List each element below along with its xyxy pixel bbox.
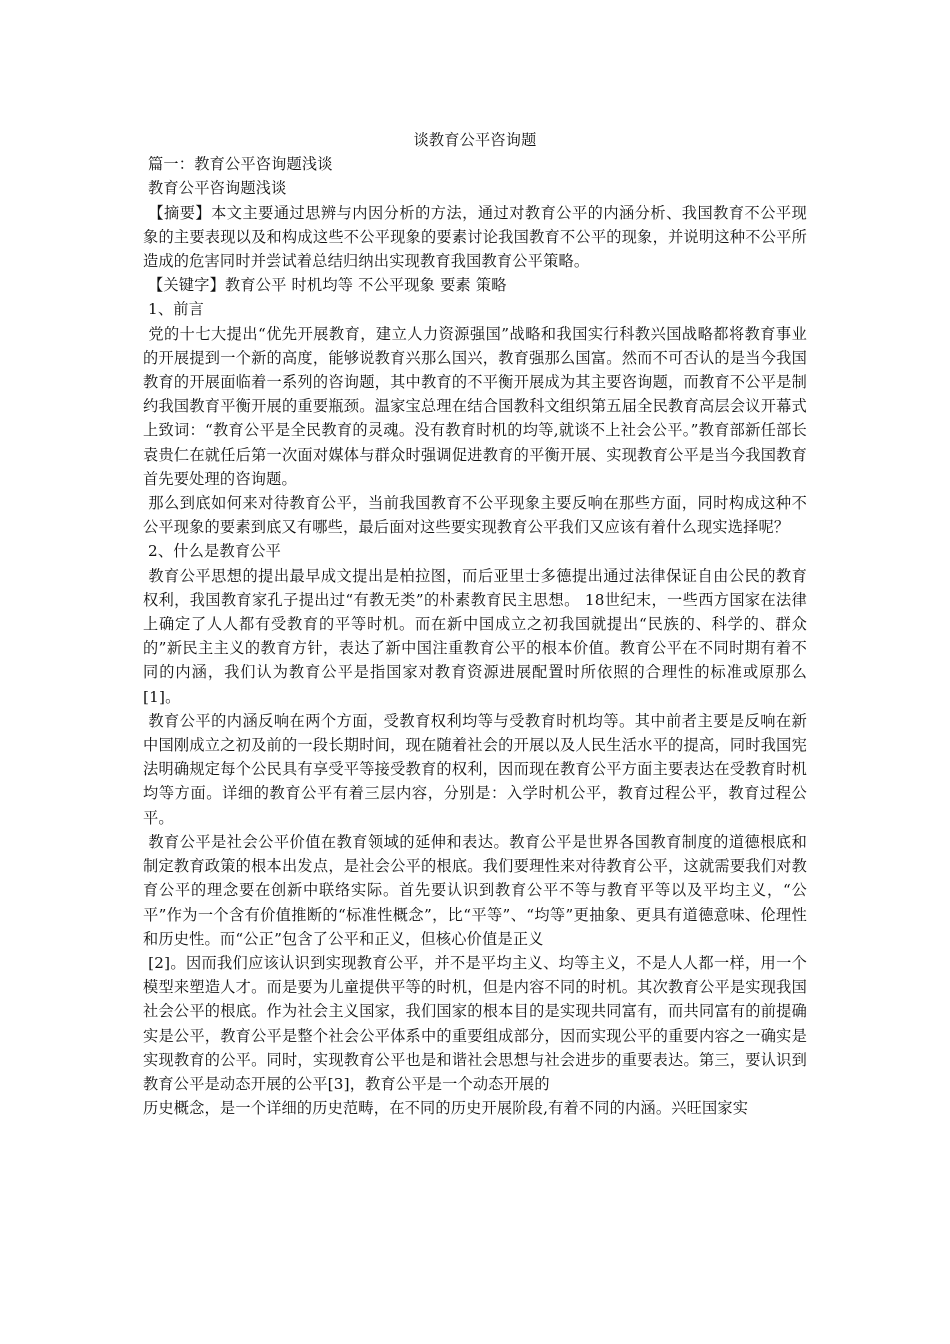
paragraph-2	[143, 491, 807, 539]
paragraph-4	[143, 709, 807, 830]
keywords-line	[143, 273, 807, 297]
heading-what-is-equity	[143, 539, 807, 563]
heading-preface	[143, 297, 807, 321]
document-title: 谈教育公平咨询题	[413, 131, 537, 149]
abstract-paragraph	[143, 201, 807, 274]
article-title-text: 教育公平咨询题浅谈	[148, 179, 287, 198]
document-page	[143, 128, 807, 1120]
abstract-text: 【摘要】本文主要通过思辨与内因分析的方法，通过对教育公平的内涵分析、我国教育不公平现象的主要表现以及和构成这些不公平现象的要素讨论我国教育不公平的现象，并说明这种不公平所造成的危害同时并尝试着总结归纳出实现教育我国教育公平策略。	[143, 203, 808, 271]
paragraph-3-text: 教育公平思想的提出最早成文提出是柏拉图，而后亚里士多德提出通过法律保证自由公民的教育权利，我国教育家孔子提出过“有教无类”的朴素教育民主思想。 18世纪末，一些西方国家在法律上确定了人人都有受教育的平等时机。而在新中国成立之初我国就提出“民族的、科学的、群众的”新民主主义的教育方针，表达了新中国注重教育公平的根本价值。教育公平在不同时期有着不同的内涵，我们认为教育公平是指国家对教育资源进展配置时所依照的合理性的标准或原那么[1]。	[143, 566, 808, 706]
paragraph-1-text: 党的十七大提出“优先开展教育，建立人力资源强国”战略和我国实行科教兴国战略都将教育事业的开展提到一个新的高度，能够说教育兴那么国兴，教育强那么国富。然而不可否认的是当今我国教育的开展面临着一系列的咨询题，其中教育的不平衡开展成为其主要咨询题，而教育不公平是制约我国教育平衡开展的重要瓶颈。温家宝总理在结合国教科文组织第五届全民教育高层会议开幕式上致词：“教育公平是全民教育的灵魂。没有教育时机的均等,就谈不上社会公平。”教育部新任部长袁贵仁在就任后第一次面对媒体与群众时强调促进教育的平衡开展、实现教育公平是当今我国教育首先要处理的咨询题。	[143, 324, 807, 488]
paragraph-3	[143, 564, 807, 709]
keywords-text: 【关键字】教育公平 时机均等 不公平现象 要素 策略	[148, 276, 507, 295]
paragraph-5	[143, 830, 807, 951]
paragraph-6-text: [2]。因而我们应该认识到实现教育公平，并不是平均主义、均等主义，不是人人都一样，用一个模型来塑造人才。而是要为儿童提供平等的时机，但是内容不同的时机。其次教育公平是实现我国社会公平的根底。作为社会主义国家，我们国家的根本目的是实现共同富有，而共同富有的前提确实是公平，教育公平是整个社会公平体系中的重要组成部分，因而实现公平的重要内容之一确实是实现教育的公平。同时，实现教育公平也是和谐社会思想与社会进步的重要表达。第三，要认识到教育公平是动态开展的公平[3]，教育公平是一个动态开展的	[143, 953, 807, 1093]
paragraph-1	[143, 322, 807, 491]
paragraph-6	[143, 951, 807, 1096]
paragraph-2-text: 那么到底如何来对待教育公平，当前我国教育不公平现象主要反响在那些方面，同时构成这种不公平现象的要素到底又有哪些，最后面对这些要实现教育公平我们又应该有着什么现实选择呢？	[143, 494, 808, 537]
paragraph-7: 历史概念，是一个详细的历史范畴，在不同的历史开展阶段,有着不同的内涵。兴旺国家实	[143, 1099, 749, 1118]
paragraph-5-text: 教育公平是社会公平价值在教育领域的延伸和表达。教育公平是世界各国教育制度的道德根底和制定教育政策的根本出发点，是社会公平的根底。我们要理性来对待教育公平，这就需要我们对教育公平的理念要在创新中联络实际。首先要认识到教育公平不等与教育平等以及平均主义，“公平”作为一个含有价值推断的“标准性概念”，比“平等”、“均等”更抽象、更具有道德意味、伦理性和历史性。而“公正”包含了公平和正义，但核心价值是正义	[143, 832, 808, 948]
heading-preface-text: 1、前言	[148, 300, 205, 319]
heading-what-is-equity-text: 2、什么是教育公平	[148, 542, 281, 561]
paragraph-4-text: 教育公平的内涵反响在两个方面，受教育权利均等与受教育时机均等。其中前者主要是反响在新中国刚成立之初及前的一段长期时间，现在随着社会的开展以及人民生活水平的提高，同时我国宪法明确规定每个公民具有享受平等接受教育的权利，因而现在教育公平方面主要表达在受教育时机均等方面。详细的教育公平有着三层内容，分别是：入学时机公平，教育过程公平，教育过程公平。	[143, 711, 808, 827]
section-heading-text: 篇一：教育公平咨询题浅谈	[148, 155, 333, 174]
article-title	[143, 176, 807, 200]
section-heading	[143, 152, 807, 176]
